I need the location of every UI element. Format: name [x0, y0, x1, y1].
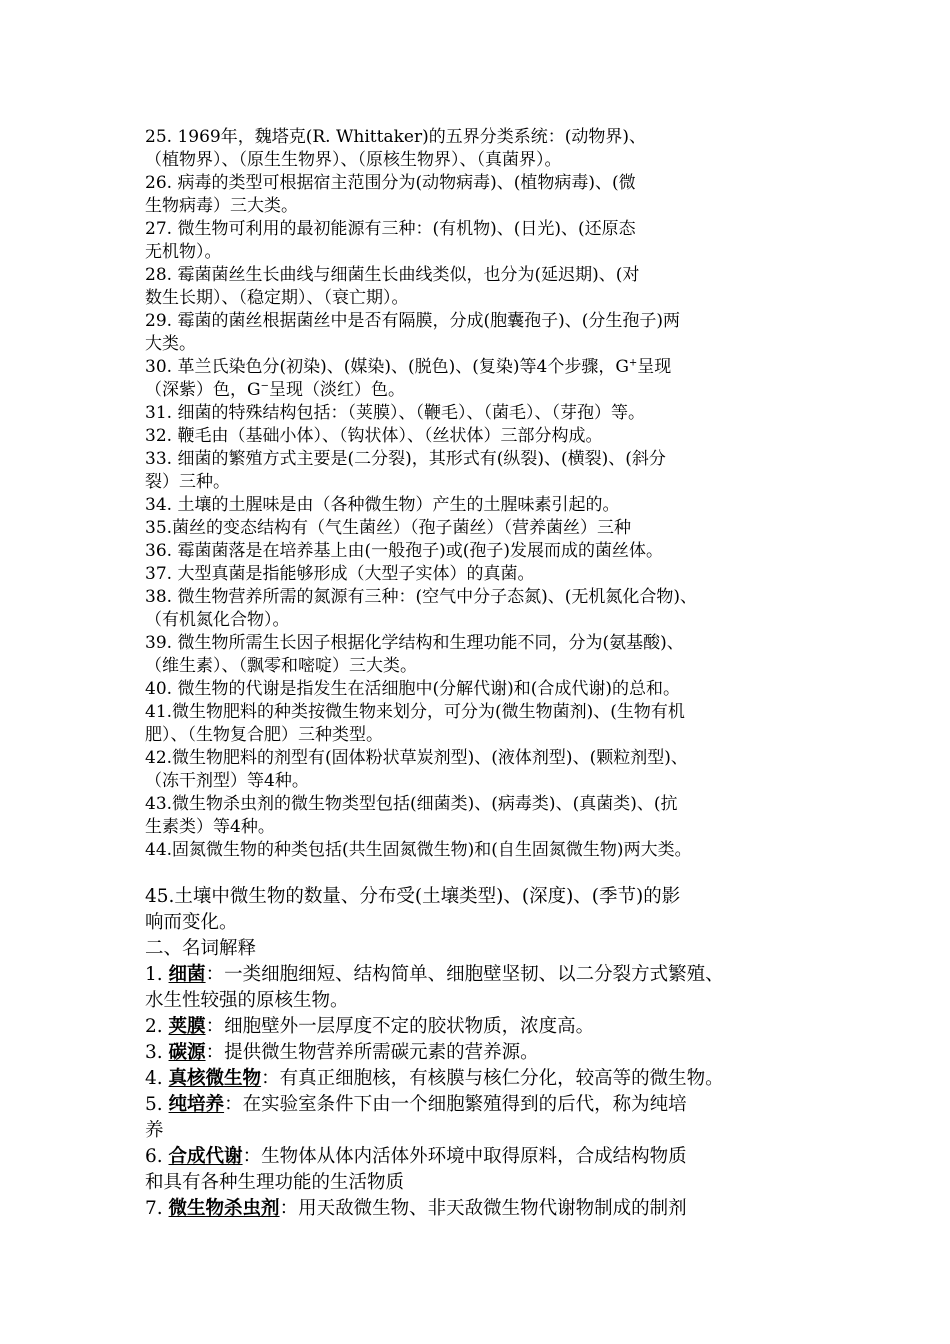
definition-number: 6.: [145, 1146, 169, 1167]
definition-line: [145, 1066, 825, 1092]
text-line: 37. 大型真菌是指能够形成（大型子实体）的真菌。: [145, 564, 535, 584]
text-line: 45.土壤中微生物的数量、分布受(土壤类型)、(深度)、(季节)的影: [145, 886, 681, 907]
definition-text: ：一类细胞细短、结构简单、细胞壁坚韧、以二分裂方式繁殖、: [205, 964, 724, 985]
definition-line: [145, 1196, 825, 1222]
text-line: 数生长期）、（稳定期）、（衰亡期）。: [145, 288, 409, 308]
definition-term: 微生物杀虫剂: [168, 1198, 280, 1219]
definition-term: 纯培养: [168, 1094, 225, 1115]
definition-line: [145, 1092, 825, 1118]
text-line: 39. 微生物所需生长因子根据化学结构和生理功能不同，分为(氨基酸)、: [145, 633, 684, 653]
text-line: 32. 鞭毛由（基础小体）、（钩状体）、（丝状体）三部分构成。: [145, 426, 603, 446]
definition-line: [145, 1144, 825, 1170]
superscript: +: [628, 357, 638, 369]
definition-line: [145, 962, 825, 988]
definition-number: 3.: [145, 1042, 169, 1063]
definition-number: 7.: [145, 1198, 169, 1219]
definition-term: 荚膜: [168, 1016, 206, 1037]
text-segment: 呈现: [637, 357, 672, 377]
definition-term: 碳源: [168, 1042, 206, 1063]
text-line: 裂）三种。: [145, 472, 230, 492]
text-line: 26. 病毒的类型可根据宿主范围分为(动物病毒)、(植物病毒)、(微: [145, 173, 636, 193]
definition-number: 2.: [145, 1016, 169, 1037]
definition-continuation: 水生性较强的原核生物。: [145, 990, 349, 1011]
text-segment: （深紫）色，G: [145, 380, 261, 400]
text-line: 43.微生物杀虫剂的微生物类型包括(细菌类)、(病毒类)、(真菌类)、(抗: [145, 794, 678, 814]
text-line: 36. 霉菌菌落是在培养基上由(一般孢子)或(孢子)发展而成的菌丝体。: [145, 541, 663, 561]
definition-text: ：在实验室条件下由一个细胞繁殖得到的后代，称为纯培: [224, 1094, 687, 1115]
text-segment: 30. 革兰氏染色分(初染)、(媒染)、(脱色)、(复染)等4个步骤，G: [145, 357, 629, 377]
blank-line: [145, 862, 825, 884]
text-line: 大类。: [145, 334, 196, 354]
definition-number: 5.: [145, 1094, 169, 1115]
text-line: 29. 霉菌的菌丝根据菌丝中是否有隔膜，分成(胞囊孢子)、(分生孢子)两: [145, 311, 680, 331]
definition-line: [145, 1040, 825, 1066]
definition-term: 合成代谢: [168, 1146, 243, 1167]
definition-continuation: 和具有各种生理功能的生活物质: [145, 1172, 405, 1193]
superscript: −: [260, 380, 269, 392]
text-line: 28. 霉菌菌丝生长曲线与细菌生长曲线类似，也分为(延迟期)、(对: [145, 265, 640, 285]
text-line: （冻干剂型）等4种。: [145, 771, 309, 791]
text-line: 27. 微生物可利用的最初能源有三种：(有机物)、(日光)、(还原态: [145, 219, 636, 239]
text-line-gram-stain: [145, 356, 825, 379]
text-line-gram-stain-cont: [145, 379, 825, 402]
text-line: 生素类）等4种。: [145, 817, 275, 837]
definition-text: ：生物体从体内活体外环境中取得原料，合成结构物质: [242, 1146, 687, 1167]
definition-text: ：有真正细胞核，有核膜与核仁分化，较高等的微生物。: [261, 1068, 724, 1089]
definition-text: ：提供微生物营养所需碳元素的营养源。: [205, 1042, 539, 1063]
definition-term: 真核微生物: [168, 1068, 262, 1089]
text-line: 42.微生物肥料的剂型有(固体粉状草炭剂型)、(液体剂型)、(颗粒剂型)、: [145, 748, 688, 768]
definition-number: 1.: [145, 964, 169, 985]
text-line: 44.固氮微生物的种类包括(共生固氮微生物)和(自生固氮微生物)两大类。: [145, 840, 692, 860]
text-line: 肥）、（生物复合肥）三种类型。: [145, 725, 383, 745]
section-heading: 二、名词解释: [145, 938, 257, 959]
text-line: 无机物）。: [145, 242, 222, 262]
text-line: 响而变化。: [145, 912, 238, 933]
text-line: 31. 细菌的特殊结构包括：（荚膜）、（鞭毛）、（菌毛）、（芽孢）等。: [145, 403, 645, 423]
definition-text: ：用天敌微生物、非天敌微生物代谢物制成的制剂: [279, 1198, 687, 1219]
definition-number: 4.: [145, 1068, 169, 1089]
text-line: （维生素）、（飘零和嘧啶）三大类。: [145, 656, 417, 676]
text-segment: 呈现（淡红）色。: [268, 380, 405, 400]
definition-line: [145, 1014, 825, 1040]
text-line: （有机氮化合物）。: [145, 610, 290, 630]
text-line: 34. 土壤的土腥味是由（各种微生物）产生的土腥味素引起的。: [145, 495, 620, 515]
text-line: （植物界）、（原生生物界）、（原核生物界）、（真菌界）。: [145, 150, 562, 170]
definition-continuation: 养: [145, 1120, 164, 1141]
definition-term: 细菌: [168, 964, 206, 985]
text-line: 生物病毒）三大类。: [145, 196, 298, 216]
text-line: 38. 微生物营养所需的氮源有三种：(空气中分子态氮)、(无机氮化合物)、: [145, 587, 697, 607]
document-body: [145, 126, 825, 1222]
text-line: 35.菌丝的变态结构有（气生菌丝）（孢子菌丝）（营养菌丝）三种: [145, 518, 632, 538]
text-line: 33. 细菌的繁殖方式主要是(二分裂)，其形式有(纵裂)、(横裂)、(斜分: [145, 449, 666, 469]
text-line: 41.微生物肥料的种类按微生物来划分，可分为(微生物菌剂)、(生物有机: [145, 702, 685, 722]
text-line: 40. 微生物的代谢是指发生在活细胞中(分解代谢)和(合成代谢)的总和。: [145, 679, 680, 699]
text-line: 25. 1969年，魏塔克(R. Whittaker)的五界分类系统：(动物界)、: [145, 127, 646, 147]
definition-text: ：细胞壁外一层厚度不定的胶状物质，浓度高。: [205, 1016, 595, 1037]
